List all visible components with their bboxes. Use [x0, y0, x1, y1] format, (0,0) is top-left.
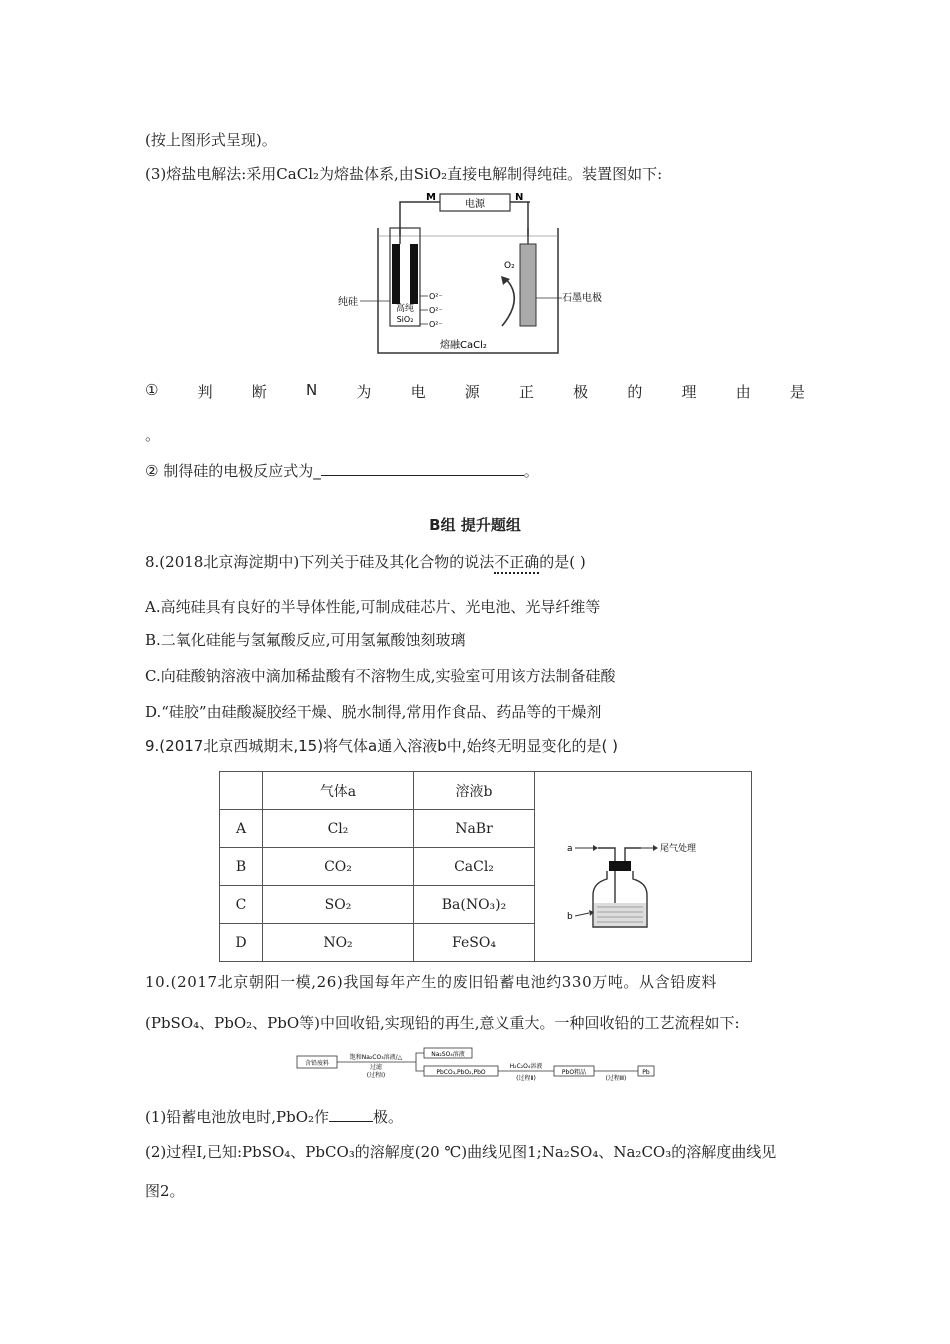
- flow-crude: PbO粗品: [561, 1069, 587, 1076]
- flow-end: Pb: [642, 1069, 650, 1076]
- pure-si-rod-right: [410, 244, 418, 304]
- inner-label-2: SiO₂: [396, 315, 414, 324]
- o2-arrow-curve: [502, 278, 514, 326]
- solution-cell: CaCl₂: [414, 848, 535, 886]
- option-cell: C: [220, 886, 263, 924]
- flow-step3-sub: (过程Ⅲ): [605, 1075, 627, 1082]
- power-label: 电源: [465, 199, 485, 210]
- answer-blank[interactable]: [321, 461, 524, 476]
- table-header-row: [220, 772, 752, 810]
- q8-text: 8.(2018北京海淀期中)下列关于硅及其化合物的说法: [145, 553, 495, 571]
- gas-cell: NO₂: [263, 924, 414, 962]
- inner-label-1: 高纯: [395, 304, 415, 314]
- token: 极: [573, 383, 589, 401]
- graphite-label: 石墨电极: [562, 293, 602, 304]
- table-header: [220, 772, 263, 810]
- token: 由: [735, 383, 751, 401]
- q8-option-c: C.向硅酸钠溶液中滴加稀盐酸有不溶物生成,实验室可用该方法制备硅酸: [145, 667, 616, 685]
- solution-cell: Ba(NO₃)₂: [414, 886, 535, 924]
- token: 源: [464, 383, 480, 401]
- q3-electrode-question: [145, 460, 539, 481]
- q8-option-b: B.二氧化硅能与氢氟酸反应,可用氢氟酸蚀刻玻璃: [145, 631, 466, 649]
- q3-electrode-prefix: ② 制得硅的电极反应式为_: [145, 462, 321, 480]
- tail-gas-label: 尾气处理: [660, 843, 697, 854]
- q3-blank-line-2: 。: [145, 426, 161, 444]
- flow-step1-sub: (过程Ⅰ): [366, 1072, 386, 1079]
- q9-table: [219, 771, 752, 962]
- gas-cell: Cl₂: [263, 810, 414, 848]
- token: 断: [251, 383, 267, 401]
- gas-cell: SO₂: [263, 886, 414, 924]
- bottle-liquid: [594, 903, 646, 926]
- q10-sub1-tail: 极。: [373, 1108, 404, 1126]
- q10-sub1-text: (1)铅蓄电池放电时,PbO₂作: [145, 1108, 330, 1126]
- pure-si-label: 纯硅: [338, 297, 358, 308]
- o2-arrow-head: [501, 276, 510, 285]
- token: 电: [410, 383, 426, 401]
- flow-step2-sub: (过程Ⅱ): [516, 1075, 536, 1082]
- option-cell: D: [220, 924, 263, 962]
- text-line-1: (按上图形式呈现)。: [145, 131, 277, 149]
- q8-option-a: A.高纯硅具有良好的半导体性能,可制成硅芯片、光电池、光导纤维等: [145, 598, 601, 616]
- graphite-electrode: [520, 244, 536, 326]
- lead-recycling-flowchart: [296, 1047, 668, 1087]
- oxide-arrows: [420, 296, 428, 324]
- q9-stem: 9.(2017北京西城期末,15)将气体a通入溶液b中,始终无明显变化的是( ): [145, 737, 619, 755]
- answer-blank[interactable]: [329, 1107, 373, 1122]
- flow-step2-top: H₂C₂O₄溶液: [509, 1063, 543, 1070]
- o2-label: O₂: [504, 261, 515, 271]
- flow-na2so4: Na₂SO₄溶液: [431, 1051, 465, 1058]
- flow-mix: PbCO₃,PbO₂,PbO: [436, 1069, 486, 1076]
- q10-stem-1: 10.(2017北京朝阳一模,26)我国每年产生的废旧铅蓄电池约330万吨。从含铅废料: [145, 973, 718, 991]
- section-title: B组 提升题组: [429, 516, 521, 534]
- flow-step1-top: 饱和Na₂CO₃溶液/△: [349, 1054, 403, 1061]
- solution-cell: NaBr: [414, 810, 535, 848]
- bottle-label-b: b: [567, 911, 573, 922]
- label-N: N: [515, 192, 524, 203]
- text-line-2: (3)熔盐电解法:采用CaCl₂为熔盐体系,由SiO₂直接电解制得纯硅。装置图如下:: [145, 165, 663, 183]
- apparatus-cell: [535, 772, 752, 962]
- q10-sub1: [145, 1106, 403, 1127]
- token: 是: [789, 383, 805, 401]
- token: 正: [518, 383, 534, 401]
- token: 的: [627, 383, 643, 401]
- solution-cell: FeSO₄: [414, 924, 535, 962]
- q8-emphasis: 不正确: [494, 553, 539, 574]
- q8-stem: [145, 551, 586, 572]
- option-cell: A: [220, 810, 263, 848]
- b-arrow: [575, 913, 589, 916]
- table-header: 气体a: [263, 772, 414, 810]
- flow-step1-bot: 过滤: [369, 1064, 383, 1071]
- q8-option-d: D.“硅胶”由硅酸凝胶经干燥、脱水制得,常用作食品、药品等的干燥剂: [145, 703, 602, 721]
- oxide-ion-2: O²⁻: [429, 306, 443, 315]
- gas-cell: CO₂: [263, 848, 414, 886]
- electrolysis-diagram: [330, 188, 620, 358]
- q10-sub2: (2)过程Ⅰ,已知:PbSO₄、PbCO₃的溶解度(20 ℃)曲线见图1;Na₂SO₄、Na₂CO₃的溶解度曲线见: [145, 1143, 777, 1161]
- label-M: M: [426, 192, 436, 203]
- pure-si-rod-left: [392, 244, 400, 304]
- flow-start: 含铅废料: [304, 1060, 330, 1067]
- q3-electrode-suffix: 。: [523, 462, 539, 480]
- oxide-ion-1: O²⁻: [429, 292, 443, 301]
- token: N: [306, 381, 318, 399]
- table-header: 溶液b: [414, 772, 535, 810]
- token: 判: [197, 383, 213, 401]
- token: 理: [681, 383, 697, 401]
- q10-sub2-cont: 图2。: [145, 1182, 185, 1200]
- gas-bottle-diagram: [543, 795, 743, 935]
- token: 为: [356, 383, 372, 401]
- q8-tail: 的是( ): [539, 553, 586, 571]
- molten-label: 熔融CaCl₂: [440, 340, 487, 351]
- q3-blank-line-1: [145, 381, 805, 402]
- oxide-ion-3: O²⁻: [429, 320, 443, 329]
- bottle-label-a: a: [567, 843, 573, 854]
- token: ①: [145, 381, 159, 399]
- bottle-stopper: [609, 861, 631, 871]
- option-cell: B: [220, 848, 263, 886]
- q10-stem-2: (PbSO₄、PbO₂、PbO等)中回收铅,实现铅的再生,意义重大。一种回收铅的工艺流程如下:: [145, 1014, 740, 1032]
